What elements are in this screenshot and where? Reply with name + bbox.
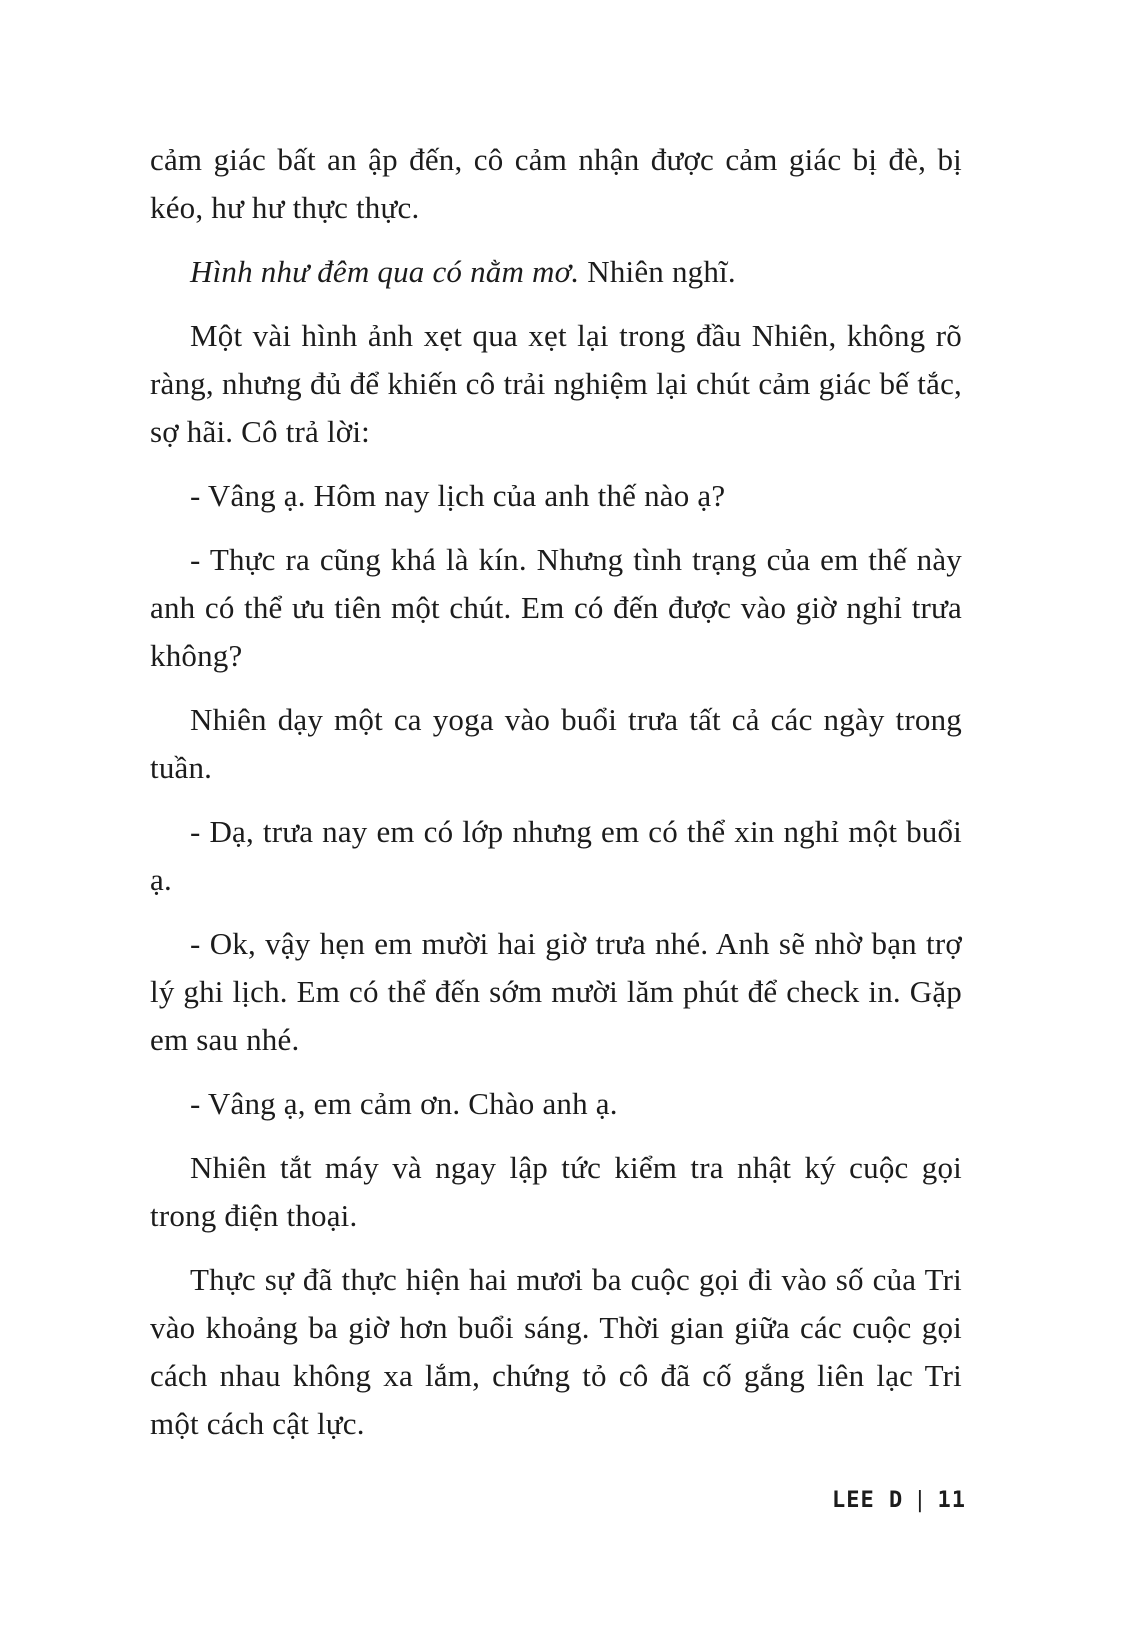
paragraph-thought	[150, 248, 962, 296]
paragraph: Nhiên dạy một ca yoga vào buổi trưa tất cả các ngày trong tuần.	[150, 702, 962, 785]
dialogue-line: - Ok, vậy hẹn em mười hai giờ trưa nhé. Anh sẽ nhờ bạn trợ lý ghi lịch. Em có thể đến sớm mười lăm phút để check in. Gặp em sau nhé.	[150, 926, 962, 1057]
paragraph: Một vài hình ảnh xẹt qua xẹt lại trong đầu Nhiên, không rõ ràng, nhưng đủ để khiến cô trải nghiệm lại chút cảm giác bế tắc, sợ hãi. Cô trả lời:	[150, 318, 962, 449]
page-footer	[832, 1488, 966, 1513]
italic-thought: Hình như đêm qua có nằm mơ.	[190, 254, 580, 289]
thought-tag: Nhiên nghĩ.	[579, 254, 736, 289]
dialogue-line: - Thực ra cũng khá là kín. Nhưng tình trạng của em thế này anh có thể ưu tiên một chút. Em có đến được vào giờ nghỉ trưa không?	[150, 542, 962, 673]
footer-separator: |	[913, 1488, 928, 1513]
dialogue-line: - Vâng ạ. Hôm nay lịch của anh thế nào ạ?	[190, 478, 726, 513]
dialogue-line: - Vâng ạ, em cảm ơn. Chào anh ạ.	[190, 1086, 618, 1121]
body-text	[150, 136, 962, 1464]
paragraph: Nhiên tắt máy và ngay lập tức kiểm tra nhật ký cuộc gọi trong điện thoại.	[150, 1150, 962, 1233]
page-number: 11	[937, 1488, 966, 1513]
paragraph: Thực sự đã thực hiện hai mươi ba cuộc gọi đi vào số của Tri vào khoảng ba giờ hơn buổi sáng. Thời gian giữa các cuộc gọi cách nhau không xa lắm, chứng tỏ cô đã cố gắng liên lạc Tri một cách cật lực.	[150, 1262, 962, 1441]
paragraph-continued: cảm giác bất an ập đến, cô cảm nhận được cảm giác bị đè, bị kéo, hư hư thực thực.	[150, 142, 962, 225]
dialogue-line: - Dạ, trưa nay em có lớp nhưng em có thể xin nghỉ một buổi ạ.	[150, 814, 962, 897]
author-name: LEE D	[832, 1488, 904, 1513]
